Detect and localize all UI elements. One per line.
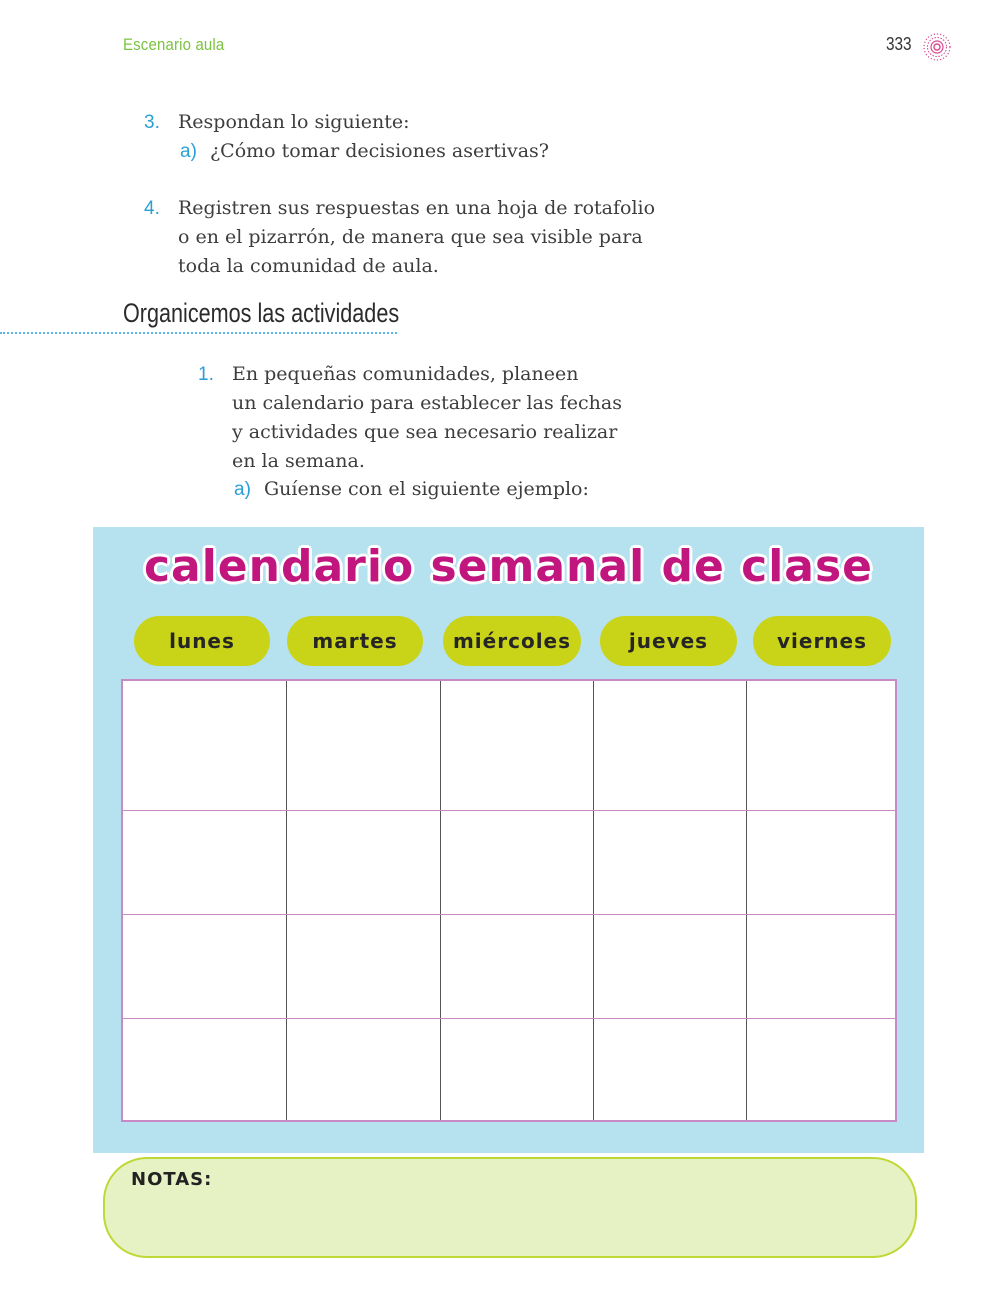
- running-header: Escenario aula: [123, 35, 225, 54]
- sub-item-3a: [180, 137, 549, 166]
- calendar-title: calendario semanal de clase: [143, 541, 874, 592]
- item-number: 1.: [198, 364, 214, 385]
- item-text: Respondan lo siguiente:: [178, 111, 410, 133]
- grid-column-divider: [593, 681, 594, 1120]
- grid-column-divider: [440, 681, 441, 1120]
- item-text-line: en la semana.: [232, 450, 365, 472]
- item-text-line: o en el pizarrón, de manera que sea visible para: [178, 226, 643, 248]
- section-divider: [0, 332, 397, 334]
- activity-item-1: [198, 360, 622, 476]
- sub-item-letter: a): [180, 141, 197, 162]
- item-text-line: un calendario para establecer las fechas: [232, 392, 622, 414]
- list-item-3: [144, 108, 410, 137]
- notes-label: NOTAS:: [131, 1169, 213, 1190]
- sub-item-text: Guíense con el siguiente ejemplo:: [264, 478, 589, 500]
- grid-row-divider: [123, 914, 895, 915]
- section-title: Organicemos las actividades: [123, 298, 400, 328]
- grid-column-divider: [746, 681, 747, 1120]
- day-label-monday: lunes: [134, 616, 270, 666]
- item-text-line: toda la comunidad de aula.: [178, 255, 439, 277]
- sub-item-letter: a): [234, 479, 251, 500]
- item-text-line: y actividades que sea necesario realizar: [232, 421, 618, 443]
- list-item-4: [144, 194, 656, 281]
- activity-sub-item-a: [234, 475, 589, 504]
- grid-column-divider: [286, 681, 287, 1120]
- item-text-line: En pequeñas comunidades, planeen: [232, 363, 579, 385]
- item-number: 4.: [144, 198, 160, 219]
- day-label-tuesday: martes: [287, 616, 423, 666]
- grid-row-divider: [123, 1018, 895, 1019]
- day-label-friday: viernes: [753, 616, 891, 666]
- page-number: 333: [886, 34, 912, 54]
- day-label-thursday: jueves: [600, 616, 737, 666]
- day-label-wednesday: miércoles: [443, 616, 581, 666]
- calendar-grid: [121, 679, 897, 1122]
- grid-row-divider: [123, 810, 895, 811]
- item-text-line: Registren sus respuestas en una hoja de rotafolio: [178, 197, 656, 219]
- notes-box: [103, 1157, 917, 1258]
- weekly-calendar: [93, 527, 924, 1153]
- sub-item-text: ¿Cómo tomar decisiones asertivas?: [210, 140, 549, 162]
- item-number: 3.: [144, 112, 160, 133]
- sun-mandala-icon: [922, 32, 952, 62]
